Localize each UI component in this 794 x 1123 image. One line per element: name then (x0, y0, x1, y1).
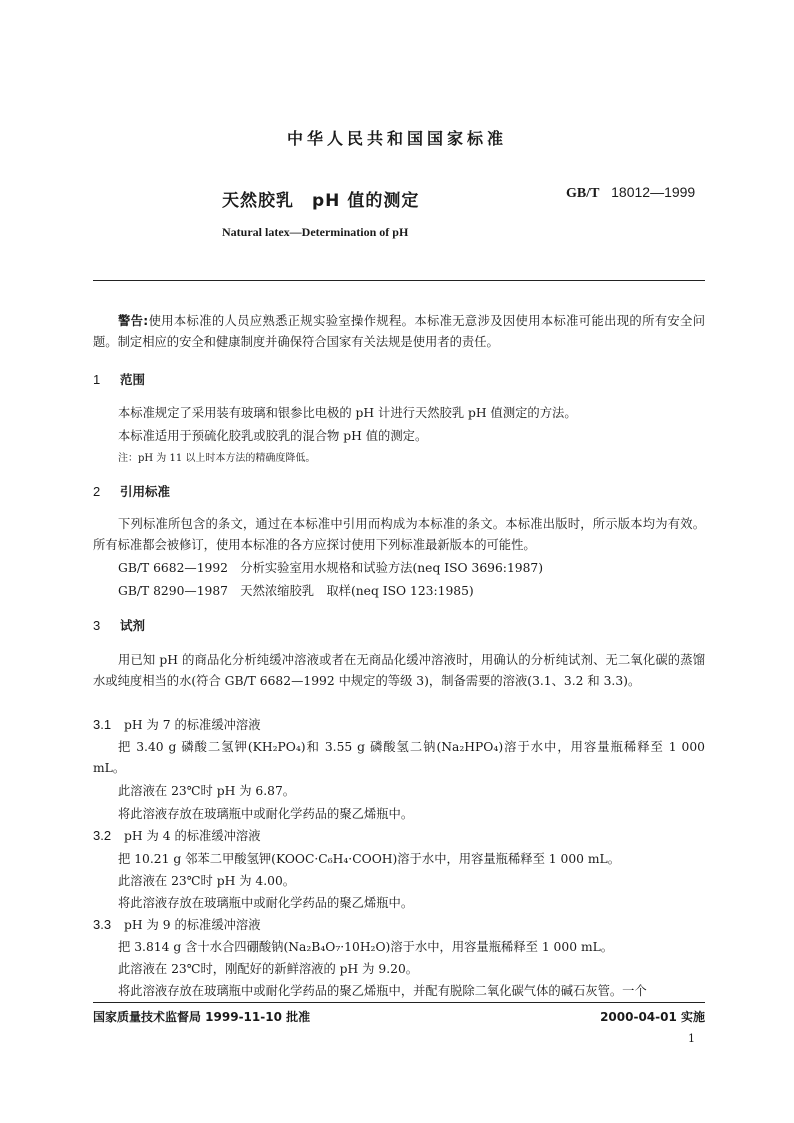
section-number: 1 (93, 372, 101, 387)
standard-code-prefix: GB/T (566, 186, 600, 201)
section-number: 3 (93, 618, 101, 633)
subsection-3-1-line-2: 此溶液在 23℃时 pH 为 6.87。 (118, 784, 296, 798)
warning-paragraph (93, 311, 705, 353)
warning-text: 使用本标准的人员应熟悉正规实验室操作规程。本标准无意涉及因使用本标准可能出现的所有安全问题。制定相应的安全和健康制度并确保符合国家有关法规是使用者的责任。 (93, 314, 705, 349)
country-standard-heading: 中华人民共和国国家标准 (286, 129, 507, 148)
reference-gb6682: GB/T 6682—1992 分析实验室用水规格和试验方法(neq ISO 3696:1987) (118, 561, 544, 575)
subsection-3-1-line-1: 把 3.40 g 磷酸二氢钾(KH₂PO₄)和 3.55 g 磷酸氢二钠(Na₂HPO₄)溶于水中，用容量瓶稀释至 1 000 mL。 (93, 740, 705, 775)
page-number: 1 (688, 1032, 695, 1045)
header-divider (93, 280, 705, 281)
implementation-line: 2000-04-01 实施 (600, 1010, 705, 1024)
section-2-heading (93, 482, 170, 500)
section-1-note: 注：pH 为 11 以上时本方法的精确度降低。 (118, 453, 316, 464)
warning-label: 警告: (118, 314, 149, 328)
subsection-3-2-line-1: 把 10.21 g 邻苯二甲酸氢钾(KOOC·C₆H₄·COOH)溶于水中，用容量瓶稀释至 1 000 mL。 (118, 852, 621, 866)
subsection-3-3-line-1: 把 3.814 g 含十水合四硼酸钠(Na₂B₄O₇·10H₂O)溶于水中，用容量瓶稀释至 1 000 mL。 (118, 940, 614, 954)
section-2-paragraph: 下列标准所包含的条文，通过在本标准中引用而构成为本标准的条文。本标准出版时，所示版本均为有效。所有标准都会被修订，使用本标准的各方应探讨使用下列标准最新版本的可能性。 (93, 517, 705, 552)
subsection-title: pH 为 9 的标准缓冲溶液 (124, 918, 261, 932)
section-number: 2 (93, 484, 101, 499)
subsection-number: 3.3 (93, 917, 112, 932)
subsection-title: pH 为 7 的标准缓冲溶液 (124, 718, 261, 732)
section-title: 范围 (120, 372, 146, 387)
section-1-heading (93, 370, 145, 388)
subsection-3-3-line-2: 此溶液在 23℃时，刚配好的新鲜溶液的 pH 为 9.20。 (118, 962, 419, 976)
subsection-3-2-line-2: 此溶液在 23℃时 pH 为 4.00。 (118, 874, 296, 888)
subsection-title: pH 为 4 的标准缓冲溶液 (124, 829, 261, 843)
subsection-3-3-line-3: 将此溶液存放在玻璃瓶中或耐化学药品的聚乙烯瓶中，并配有脱除二氧化碳气体的碱石灰管。一个 (118, 984, 647, 998)
section-3-heading (93, 616, 145, 634)
subsection-number: 3.2 (93, 828, 112, 843)
section-title: 引用标准 (120, 484, 171, 499)
footer-divider (93, 1002, 705, 1003)
approval-line: 国家质量技术监督局 1999-11-10 批准 (93, 1010, 311, 1024)
subsection-3-1-heading (93, 715, 261, 733)
english-title: Natural latex—Determination of pH (222, 225, 409, 239)
standard-code-number: 18012—1999 (611, 184, 696, 200)
section-1-paragraph-2: 本标准适用于预硫化胶乳或胶乳的混合物 pH 值的测定。 (118, 429, 428, 443)
reference-gb8290: GB/T 8290—1987 天然浓缩胶乳 取样(neq ISO 123:1985) (118, 584, 474, 598)
section-1-paragraph-1: 本标准规定了采用装有玻璃和银参比电极的 pH 计进行天然胶乳 pH 值测定的方法。 (118, 406, 577, 420)
section-3-paragraph: 用已知 pH 的商品化分析纯缓冲溶液或者在无商品化缓冲溶液时，用确认的分析纯试剂、无二氧化碳的蒸馏水或纯度相当的水(符合 GB/T 6682—1992 中规定的等级 3)，制备需要的溶液(3.1、3.2 和 3.3)。 (93, 653, 705, 688)
standard-code (566, 184, 695, 202)
subsection-3-2-line-3: 将此溶液存放在玻璃瓶中或耐化学药品的聚乙烯瓶中。 (118, 896, 414, 910)
subsection-3-1-line-3: 将此溶液存放在玻璃瓶中或耐化学药品的聚乙烯瓶中。 (118, 807, 414, 821)
subsection-number: 3.1 (93, 717, 112, 732)
document-title: 天然胶乳 pH 值的测定 (222, 191, 420, 211)
section-title: 试剂 (120, 618, 146, 633)
subsection-3-2-heading (93, 826, 261, 844)
subsection-3-3-heading (93, 915, 261, 933)
